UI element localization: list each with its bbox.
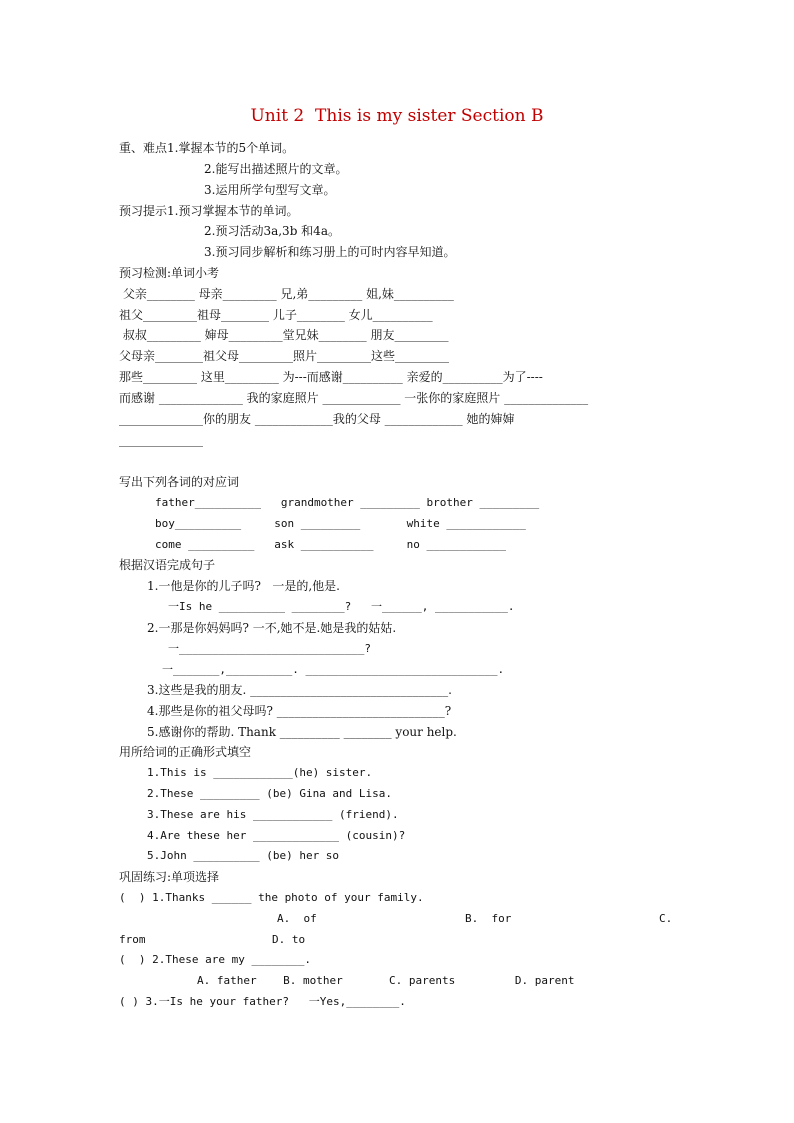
vocab-row-1: 父亲________ 母亲_________ 兄,弟_________ 姐,妹__________ (119, 287, 454, 301)
choice-q3: ( ) 3.一Is he your father? 一Yes,________. (119, 995, 406, 1008)
fill-in-q2: 2.These _________ (be) Gina and Lisa. (147, 787, 393, 800)
translate-q1-answer: 一Is he __________ ________? 一______, ___________. (168, 600, 515, 613)
key-points-line-3: 3.运用所学句型写文章。 (204, 183, 336, 197)
vocab-row-7: ______________你的朋友 _____________我的父母 _____________ 她的婶婶 (119, 412, 515, 426)
document-title: Unit 2 This is my sister Section B (250, 106, 544, 126)
choice-q1-option-a: A. of (277, 912, 317, 925)
translate-q3: 3.这些是我的朋友. _________________________________. (147, 683, 452, 697)
choice-q1-option-d: D. to (272, 933, 306, 946)
vocab-quiz-heading: 预习检测:单词小考 (119, 266, 220, 280)
opposites-heading: 写出下列各词的对应词 (119, 475, 240, 489)
vocab-row-8: ______________ (119, 433, 203, 447)
preview-tip-line-3: 3.预习同步解析和练习册上的可时内容早知道。 (204, 245, 456, 259)
vocab-row-3: 叔叔_________ 婶母_________堂兄妹________ 朋友_________ (119, 328, 449, 342)
fill-in-q3: 3.These are his ____________ (friend). (147, 808, 399, 821)
opposites-row-2: boy__________ son _________ white ____________ (155, 517, 526, 530)
fill-in-q4: 4.Are these her _____________ (cousin)? (147, 829, 406, 842)
choice-q2-options: A. father B. mother C. parents D. parent (197, 974, 575, 987)
opposites-row-3: come __________ ask ___________ no ____________ (155, 538, 506, 551)
vocab-row-4: 父母亲________祖父母_________照片_________这些_________ (119, 349, 450, 363)
choice-q1-option-c: C. (659, 912, 673, 925)
vocab-row-6: 而感谢 ______________ 我的家庭照片 _____________ 一张你的家庭照片 ______________ (119, 391, 589, 405)
translate-q4: 4.那些是你的祖父母吗? ____________________________? (147, 704, 452, 718)
choice-q1-option-c-text: from (119, 933, 146, 946)
choice-q1-option-b: B. for (465, 912, 512, 925)
translate-heading: 根据汉语完成句子 (119, 558, 216, 572)
opposites-row-1: father__________ grandmother _________ brother _________ (155, 496, 540, 509)
key-points-line-2: 2.能写出描述照片的文章。 (204, 162, 348, 176)
translate-q5: 5.感谢你的帮助. Thank __________ ________ your help. (147, 725, 457, 739)
preview-tip-line-1: 预习提示1.预习掌握本节的单词。 (119, 204, 299, 218)
choice-q2: ( ) 2.These are my ________. (119, 953, 312, 966)
choice-heading: 巩固练习:单项选择 (119, 870, 220, 884)
vocab-row-2: 祖父_________祖母________ 儿子________ 女儿__________ (119, 308, 433, 322)
fill-in-heading: 用所给词的正确形式填空 (119, 745, 252, 759)
preview-tip-line-2: 2.预习活动3a,3b 和4a。 (204, 224, 340, 238)
key-points-line-1: 重、难点1.掌握本节的5个单词。 (119, 141, 295, 155)
translate-q2: 2.一那是你妈妈吗? 一不,她不是.她是我的姑姑. (147, 621, 397, 635)
translate-q2-answer-1: 一____________________________? (168, 642, 372, 655)
vocab-row-5: 那些_________ 这里_________ 为---而感谢__________ 亲爱的__________为了---- (119, 370, 543, 384)
translate-q2-answer-2: 一_______,__________. _____________________________. (162, 663, 505, 676)
fill-in-q1: 1.This is ____________(he) sister. (147, 766, 373, 779)
fill-in-q5: 5.John __________ (be) her so (147, 849, 340, 862)
translate-q1: 1.一他是你的儿子吗? 一是的,他是. (147, 579, 340, 593)
choice-q1: ( ) 1.Thanks ______ the photo of your family. (119, 891, 424, 904)
